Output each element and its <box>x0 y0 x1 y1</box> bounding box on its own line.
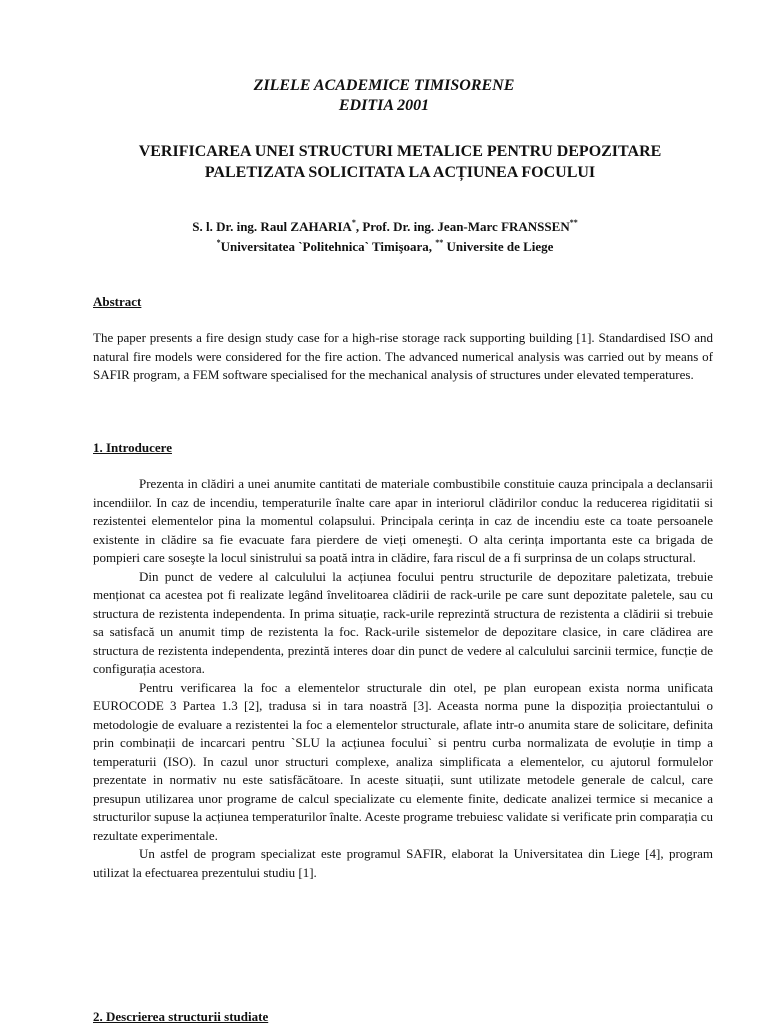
affiliation-1: Universitatea `Politehnica` Timişoara, <box>220 239 436 254</box>
author-2-mark: ** <box>569 218 578 227</box>
conference-edition: EDITIA 2001 <box>338 97 430 114</box>
introduction-paragraph: Din punct de vedere al calculului la acțiunea focului pentru structurile de depozitare paletizata, trebuie menționat ca acestea pot fi realizate legând învelitoarea clădirii de rack-urile pe care sunt depozitate paletele, sau cu structura de rezistenta independenta. In prima situație, rack-urile reprezintă structura de rezistenta a clădirii si trebuie sa satisfacă un anumit timp de rezistenta la foc. Rack-urile sistemelor de depozitare clasice, in care clădirea are structura de rezistenta independenta, prezintă interes doar din punct de vedere al calculului sarcinii termice, funcție de configurația acestora. <box>93 568 713 676</box>
introduction-heading: 1. Introducere <box>93 440 172 455</box>
introduction-body <box>93 475 713 882</box>
section-2-heading: 2. Descrierea structurii studiate <box>93 1009 269 1024</box>
abstract-text: The paper presents a fire design study case for a high-rise storage rack supporting building [1]. Standardised ISO and natural fire models were considered for the fire action. The advanced numerical analysis was carried out by means of SAFIR program, a FEM software specialised for the mechanical analysis of structures under elevated temperatures. <box>93 330 713 382</box>
paper-title-line1: VERIFICAREA UNEI STRUCTURI METALICE PENTRU DEPOZITARE <box>138 143 662 160</box>
author-1: S. l. Dr. ing. Raul ZAHARIA <box>192 219 352 234</box>
author-names <box>0 218 768 236</box>
affiliation-2: Universite de Liege <box>443 239 554 254</box>
introduction-paragraph: Pentru verificarea la foc a elementelor structurale din otel, pe plan european exista norma unificata EUROCODE 3 Partea 1.3 [2], tradusa si in tara noastră [3]. Aceasta norma pune la dispoziția proiectantului o metodologie de evaluare a rezistentei la foc a elementelor structurale, aflate intr-o anumita stare de solicitare, definita prin combinații de incarcari pentru `SLU la acțiunea focului` si pentru curba normalizata de evoluție in timp a temperaturii (ISO). In cazul unor structuri complexe, analiza simplificata a elementelor, cu ajutorul formulelor prezentate in normativ nu este satisfăcătoare. In aceste situații, sunt utilizate metodele generale de calcul, care presupun utilizarea unor programe de calcul specializate cu elemente finite, dedicate analizei termice si mecanice a structurilor supuse la acțiunea temperaturilor înalte. Aceste programe trebuiesc validate si verificate prin comparația cu rezultate experimentale. <box>93 679 713 843</box>
affiliation-2-mark: ** <box>435 238 444 247</box>
introduction-paragraph: Un astfel de program specializat este programul SAFIR, elaborat la Universitatea din Liege [4], program utilizat la efectuarea prezentului studiu [1]. <box>93 846 713 880</box>
conference-name: ZILELE ACADEMICE TIMISORENE <box>253 77 515 94</box>
author-1-mark: * <box>351 218 356 227</box>
abstract-heading: Abstract <box>93 294 142 309</box>
author-2: Prof. Dr. ing. Jean-Marc FRANSSEN <box>362 219 570 234</box>
author-affiliations <box>0 238 768 256</box>
author-separator: , <box>355 219 363 234</box>
affiliation-1-mark: * <box>216 238 221 247</box>
paper-title-line2: PALETIZATA SOLICITATA LA ACȚIUNEA FOCULUI <box>204 164 596 181</box>
introduction-paragraph: Prezenta in clădiri a unei anumite cantitati de materiale combustibile constituie cauza principala a declansarii incendiilor. In caz de incendiu, temperaturile înalte care apar in interiorul clădirilor conduc la reducerea rigiditatii si rezistentei elementelor pina la momentul colapsului. Principala cerința in caz de incendiu este ca toate persoanele existente in clădire sa fie evacuate fara pierdere de vieți omeneşti. O alta cerința importanta este ca brigada de pompieri care soseşte la locul sinistrului sa poată intra in clădire, fara riscul de a fi surprinsa de un colaps structural. <box>93 476 713 565</box>
